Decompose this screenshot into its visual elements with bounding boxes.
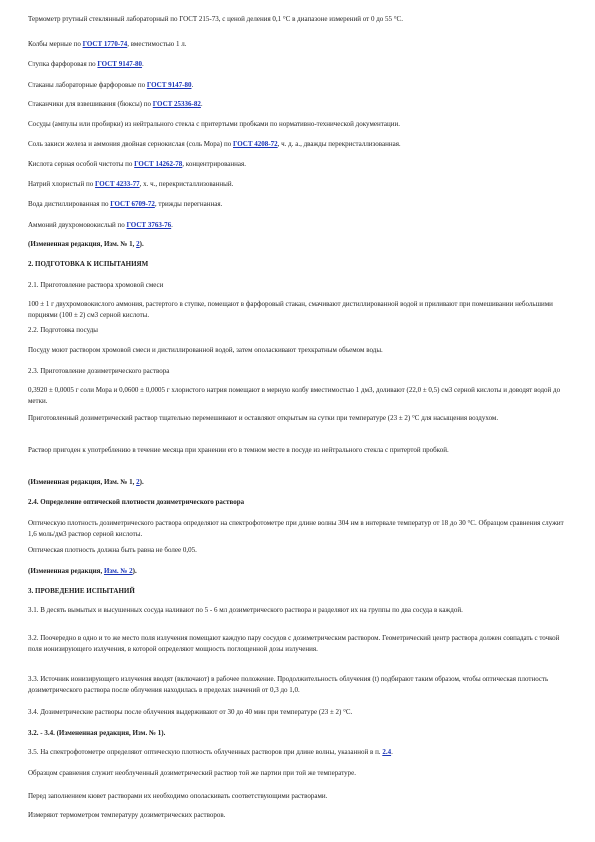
reference-link[interactable]: 2 <box>136 240 140 248</box>
paragraph-text: (Измененная редакция, <box>28 567 104 575</box>
paragraph-text: 3. ПРОВЕДЕНИЕ ИСПЫТАНИЙ <box>28 587 135 595</box>
paragraph-text: Ступка фарфоровая по <box>28 60 98 68</box>
paragraph <box>28 747 568 758</box>
paragraph-text: 2. ПОДГОТОВКА К ИСПЫТАНИЯМ <box>28 260 149 268</box>
paragraph-text: 100 ± 1 г двухромовокислого аммония, растертого в ступке, помещают в фарфоровый стакан, смачивают дистиллированной водой и приливают при помешивании небольшими порциями (100 ± 2) см3 серной кислоты. <box>28 300 553 319</box>
reference-link[interactable]: Изм. № 2 <box>103 567 133 575</box>
paragraph-text: Раствор пригоден к употреблению в течение месяца при хранении его в темном месте в посуде из нейтрального стекла с притертой пробкой. <box>28 446 449 454</box>
bold-paragraph <box>28 728 568 739</box>
paragraph <box>28 14 568 25</box>
bold-paragraph <box>28 566 568 577</box>
paragraph-text: ). <box>132 567 137 575</box>
paragraph <box>28 299 568 321</box>
reference-link[interactable]: 2 <box>136 478 140 486</box>
paragraph <box>28 99 568 110</box>
paragraph-text: , ч. д. а., дважды перекристаллизованная. <box>277 140 401 148</box>
paragraph-text: 2.3. Приготовление дозиметрического раствора <box>28 367 170 375</box>
paragraph <box>28 791 568 802</box>
reference-link[interactable]: ГОСТ 14262-78 <box>134 160 183 168</box>
paragraph-text: Приготовленный дозиметрический раствор тщательно перемешивают и оставляют открытым на сутки при температуре (23 ± 2) °С для насыщения воздухом. <box>28 414 499 422</box>
paragraph <box>28 385 568 407</box>
paragraph-text: Колбы мерные по <box>28 40 83 48</box>
paragraph-text: 3.3. Источник ионизирующего излучения вводят (включают) в рабочее положение. Продолжительность облучения (t) подбирают таким образом, чтобы оптическая плотность дозиметрического раствора после облучения находилась в пределах значений от 0,3 до 1,0. <box>28 675 549 694</box>
paragraph-text: . <box>142 60 144 68</box>
paragraph <box>28 59 568 70</box>
paragraph-text: Стаканчики для взвешивания (бюксы) по <box>28 100 153 108</box>
paragraph <box>28 674 568 696</box>
paragraph <box>28 139 568 150</box>
paragraph-text: Перед заполнением кювет растворами их необходимо ополаскивать соответствующими растворами. <box>28 792 328 800</box>
reference-link[interactable]: ГОСТ 1770-74 <box>82 40 128 48</box>
paragraph-text: Стаканы лабораторные фарфоровые по <box>28 81 147 89</box>
paragraph-text: Аммоний двухромовокислый по <box>28 221 127 229</box>
paragraph-text: 3.4. Дозиметрические растворы после облучения выдерживают от 30 до 40 мин при температуре (23 ± 2) °С. <box>28 708 353 716</box>
paragraph <box>28 199 568 210</box>
paragraph <box>28 119 568 130</box>
paragraph-text: (Измененная редакция, Изм. № 1, <box>28 240 137 248</box>
paragraph-text: Соль закиси железа и аммония двойная сернокислая (соль Мора) по <box>28 140 233 148</box>
paragraph-text: . <box>171 221 173 229</box>
reference-link[interactable]: ГОСТ 25336-82 <box>152 100 201 108</box>
paragraph <box>28 80 568 91</box>
paragraph-text: Натрий хлористый по <box>28 180 95 188</box>
bold-paragraph <box>28 477 568 488</box>
paragraph <box>28 768 568 779</box>
paragraph-text: Посуду моют раствором хромовой смеси и дистиллированной водой, затем ополаскивают трехкратным объемом воды. <box>28 346 383 354</box>
paragraph <box>28 413 568 424</box>
reference-link[interactable]: ГОСТ 9147-80 <box>97 60 143 68</box>
paragraph-text: ). <box>139 240 144 248</box>
paragraph-text: ). <box>139 478 144 486</box>
bold-paragraph <box>28 259 568 270</box>
paragraph-text: . <box>391 748 393 756</box>
paragraph <box>28 220 568 231</box>
paragraph <box>28 810 568 821</box>
reference-link[interactable]: ГОСТ 4208-72 <box>233 140 278 148</box>
paragraph-text: 2.1. Приготовление раствора хромовой смеси <box>28 281 164 289</box>
bold-paragraph <box>28 497 568 508</box>
reference-link[interactable]: ГОСТ 4233-77 <box>94 180 140 188</box>
paragraph-text: 3.1. В десять вымытых и высушенных сосуда наливают по 5 - 6 мл дозиметрического раствора и разделяют их на группы по два сосуда в каждой. <box>28 606 463 614</box>
paragraph-text: 0,3920 ± 0,0005 г соли Мора и 0,0600 ± 0,0005 г хлористого натрия помещают в мерную колбу вместимостью 1 дм3, доливают (22,0 ± 0,5) см3 серной кислоты и доводят водой до метки. <box>28 386 561 405</box>
paragraph-text: 3.5. На спектрофотометре определяют оптическую плотность облученных растворов при длине волны, указанной в п. <box>28 748 383 756</box>
paragraph-text: (Измененная редакция, Изм. № 1, <box>28 478 137 486</box>
paragraph-text: . <box>200 100 203 108</box>
paragraph-text: Кислота серная особой чистоты по <box>28 160 135 168</box>
paragraph <box>28 366 568 377</box>
reference-link[interactable]: 2.4 <box>382 748 392 756</box>
paragraph <box>28 280 568 291</box>
paragraph-text: 2.2. Подготовка посуды <box>28 326 98 334</box>
paragraph-text: Измеряют термометром температуру дозиметрических растворов. <box>28 811 226 819</box>
paragraph <box>28 633 568 655</box>
paragraph-text: 3.2. - 3.4. (Измененная редакция, Изм. № 1). <box>28 729 166 737</box>
paragraph-text: , концентрированная. <box>182 160 246 168</box>
paragraph-text: Оптическая плотность должна быть равна не более 0,05. <box>28 546 197 554</box>
paragraph <box>28 707 568 718</box>
paragraph <box>28 39 568 50</box>
paragraph-text: Термометр ртутный стеклянный лабораторный по ГОСТ 215-73, с ценой деления 0,1 °С в диапазоне измерений от 0 до 55 °С. <box>28 15 403 23</box>
paragraph <box>28 345 568 356</box>
paragraph-text: Вода дистиллированная по <box>28 200 111 208</box>
paragraph-text: Оптическую плотность дозиметрического раствора определяют на спектрофотометре при длине волны 304 нм в интервале температур от 18 до 30 °С. Образцом сравнения служит 1,6 моль/дм3 раствор серной кислоты. <box>28 519 564 538</box>
paragraph <box>28 325 568 336</box>
reference-link[interactable]: ГОСТ 9147-80 <box>146 81 192 89</box>
paragraph-text: 2.4. Определение оптической плотности дозиметрического раствора <box>28 498 245 506</box>
paragraph <box>28 445 568 456</box>
reference-link[interactable]: ГОСТ 6709-72 <box>110 200 155 208</box>
paragraph-text: , трижды перегнанная. <box>154 200 223 208</box>
paragraph <box>28 159 568 170</box>
paragraph-text: , х. ч., перекристаллизованный. <box>139 180 234 188</box>
bold-paragraph <box>28 586 568 597</box>
paragraph-text: Сосуды (ампулы или пробирки) из нейтрального стекла с притертыми пробками по нормативно-технической документации. <box>28 120 400 128</box>
paragraph <box>28 518 568 540</box>
paragraph-text: 3.2. Поочередно в одно и то же место поля излучения помещают каждую пару сосудов с дозиметрическим раствором. Геометрический центр раствора должен совпадать с точкой поля ионизирующего излучения, в которой определяют мощность поглощенной дозы излучения. <box>28 634 560 653</box>
paragraph <box>28 605 568 616</box>
bold-paragraph <box>28 239 568 250</box>
paragraph <box>28 545 568 556</box>
paragraph <box>28 179 568 190</box>
paragraph-text: , вместимостью 1 л. <box>127 40 187 48</box>
reference-link[interactable]: ГОСТ 3763-76 <box>126 221 172 229</box>
paragraph-text: Образцом сравнения служит необлученный дозиметрический раствор той же партии при той же температуре. <box>28 769 357 777</box>
paragraph-text: . <box>191 81 194 89</box>
